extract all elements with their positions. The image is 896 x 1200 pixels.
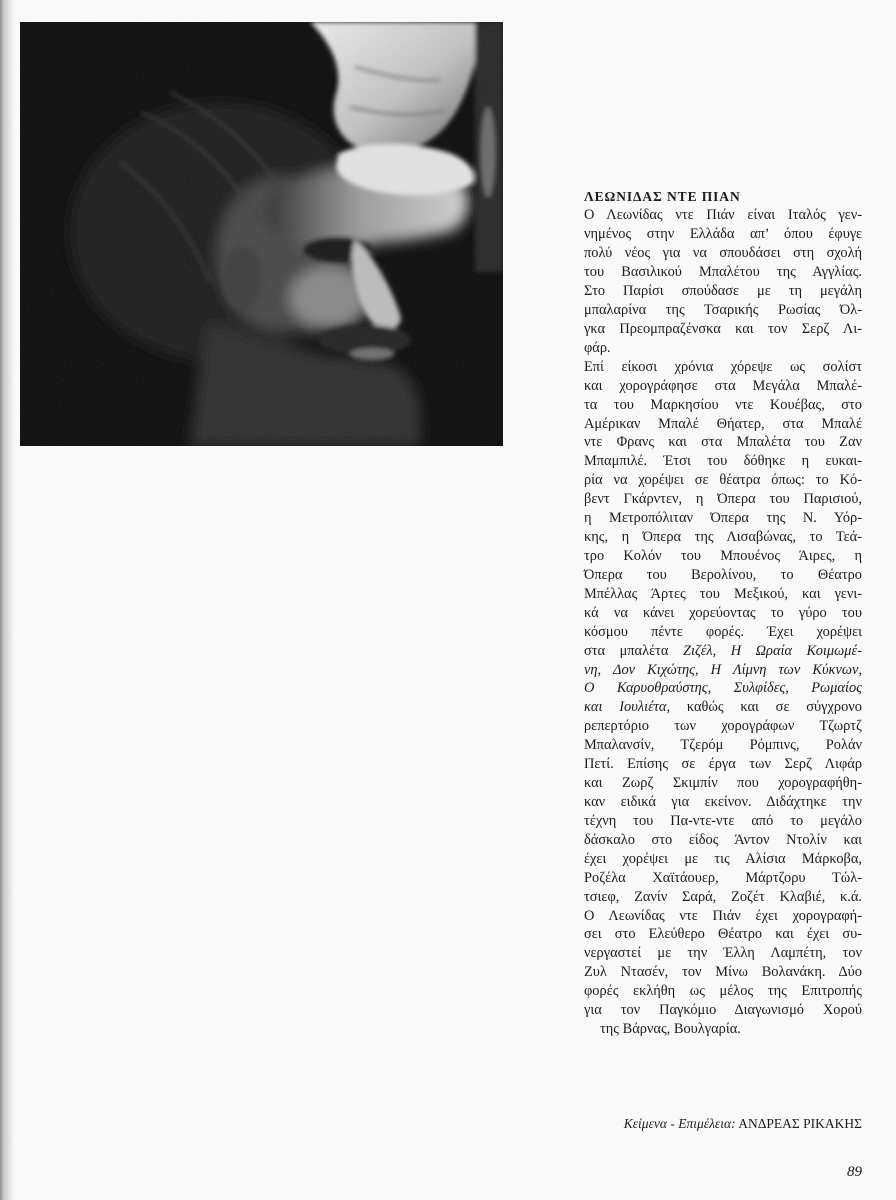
text-line: Ο Λεωνίδας ντε Πιάν είναι Ιταλός γεν- — [584, 207, 862, 224]
text-line: Μπαλανσίν, Τζερόμ Ρόμπινς, Ρολάν — [584, 737, 862, 754]
text-line: δάσκαλο στο είδος Άντον Ντολίν και — [584, 831, 862, 848]
text-line: Επί είκοσι χρόνια χόρεψε ως σολίστ — [584, 358, 862, 375]
text-line: γκα Πρεομπραζένσκα και τον Σερζ Λι- — [584, 320, 862, 337]
text-line: για τον Παγκόμιο Διαγωνισμό Χορού — [584, 1002, 862, 1019]
text-line: Ροζέλα Χαϊτάουερ, Μάρτζορυ Τώλ- — [584, 869, 862, 886]
text-line: νημένος στην Ελλάδα απ’ όπου έφυγε — [584, 226, 862, 243]
text-segment: καθώς και σε σύγχρονο — [686, 699, 862, 716]
text-line: της Βάρνας, Βουλγαρία. — [600, 1021, 741, 1038]
credits-name: ΑΝΔΡΕΑΣ ΡΙΚΑΚΗΣ — [738, 1116, 862, 1131]
text-line: Όπερα του Βερολίνου, το Θέατρο — [584, 566, 862, 583]
page-edge-shadow — [0, 0, 14, 1200]
text-line: Ο Λεωνίδας ντε Πιάν έχει χορογραφή- — [584, 907, 862, 924]
text-line: κης, η Όπερα της Λισαβώνας, το Τεά- — [584, 529, 862, 546]
portrait-photo — [20, 22, 503, 446]
credits-line — [624, 1114, 862, 1134]
text-line: σει στο Ελεύθερο Θέατρο και έχει συ- — [584, 926, 862, 943]
text-line: Ζυλ Ντασέν, τον Μίνω Βολανάκη. Δύο — [584, 964, 862, 981]
text-segment: στα μπαλέτα — [584, 642, 669, 659]
text-line: τα του Μαρκησίου ντε Κουέβας, στο — [584, 396, 862, 413]
text-line: βεντ Γκάρντεν, η Όπερα του Παρισιού, — [584, 491, 862, 508]
text-line: τέχνη του Πα-ντε-ντε από το μεγάλο — [584, 812, 862, 829]
ballet-titles: νη, Δον Κιχώτης, Η Λίμνη των Κύκνων, — [584, 661, 862, 678]
text-line: Μπέλλας Άρτες του Μεξικού, και γενι- — [584, 585, 862, 602]
text-line: και χορογράφησε στα Μεγάλα Μπαλέ- — [584, 377, 862, 394]
text-line: ντε Φρανς και στα Μπαλέτα του Ζαν — [584, 434, 862, 451]
text-line: έχει χορέψει με τις Αλίσια Μάρκοβα, — [584, 850, 862, 867]
credits-label: Κείμενα - Επιμέλεια: — [623, 1116, 736, 1131]
text-line: ρεπερτόριο των χορογράφων Τζωρτζ — [584, 718, 862, 735]
text-line: κά να κάνει χορεύοντας το γύρο του — [584, 604, 862, 621]
text-line: φάρ. — [584, 339, 611, 356]
text-line: και Ζωρζ Σκιμπίν που χορογραφήθη- — [584, 775, 862, 792]
text-line: τσιεφ, Ζανίν Σαρά, Ζοζέτ Κλαβιέ, κ.ά. — [584, 888, 862, 905]
text-line: Μπαμπιλέ. Έτσι του δόθηκε η ευκαι- — [584, 453, 862, 470]
text-line: τρο Κολόν του Μπουένος Άιρες, η — [584, 548, 862, 565]
article-title: ΛΕΩΝΙΔΑΣ ΝΤΕ ΠΙΑΝ — [584, 188, 741, 204]
ballet-titles: και Ιουλιέτα, — [584, 699, 671, 716]
text-line — [584, 642, 862, 661]
text-line: Στο Παρίσι σπούδασε με τη μεγάλη — [584, 283, 862, 300]
text-line: η Μετροπόλιταν Όπερα της Ν. Υόρ- — [584, 510, 862, 527]
text-line: κόσμου πέντε φορές. Έχει χορέψει — [584, 623, 862, 640]
text-line: πολύ νέος για να σπουδάσει στη σχολή — [584, 245, 862, 262]
page-number: 89 — [847, 1164, 862, 1180]
text-line: καν ειδικά για εκείνον. Διδάχτηκε την — [584, 794, 862, 810]
article-column — [584, 188, 862, 1039]
text-line: φορές εκλήθη ως μέλος της Επιτροπής — [584, 983, 862, 1000]
text-line: Αμέρικαν Μπαλέ Θήατερ, στα Μπαλέ — [584, 415, 862, 432]
text-line: νεργαστεί με την Έλλη Λαμπέτη, τον — [584, 945, 862, 962]
text-line: του Βασιλικού Μπαλέτου της Αγγλίας. — [584, 264, 862, 281]
text-line: Πετί. Επίσης σε έργα των Σερζ Λιφάρ — [584, 756, 862, 773]
ballet-titles: Ο Καρυοθραύστης, Συλφίδες, Ρωμαίος — [584, 680, 862, 697]
ballet-titles: Ζιζέλ, Η Ωραία Κοιμωμέ- — [682, 642, 862, 659]
photo-grain — [20, 22, 503, 446]
text-line: ρία να χορέψει σε θέατρα όπως: το Κό- — [584, 472, 862, 489]
text-line: μπαλαρίνα της Τσαρικής Ρωσίας Όλ- — [584, 302, 862, 319]
text-line — [584, 698, 862, 717]
